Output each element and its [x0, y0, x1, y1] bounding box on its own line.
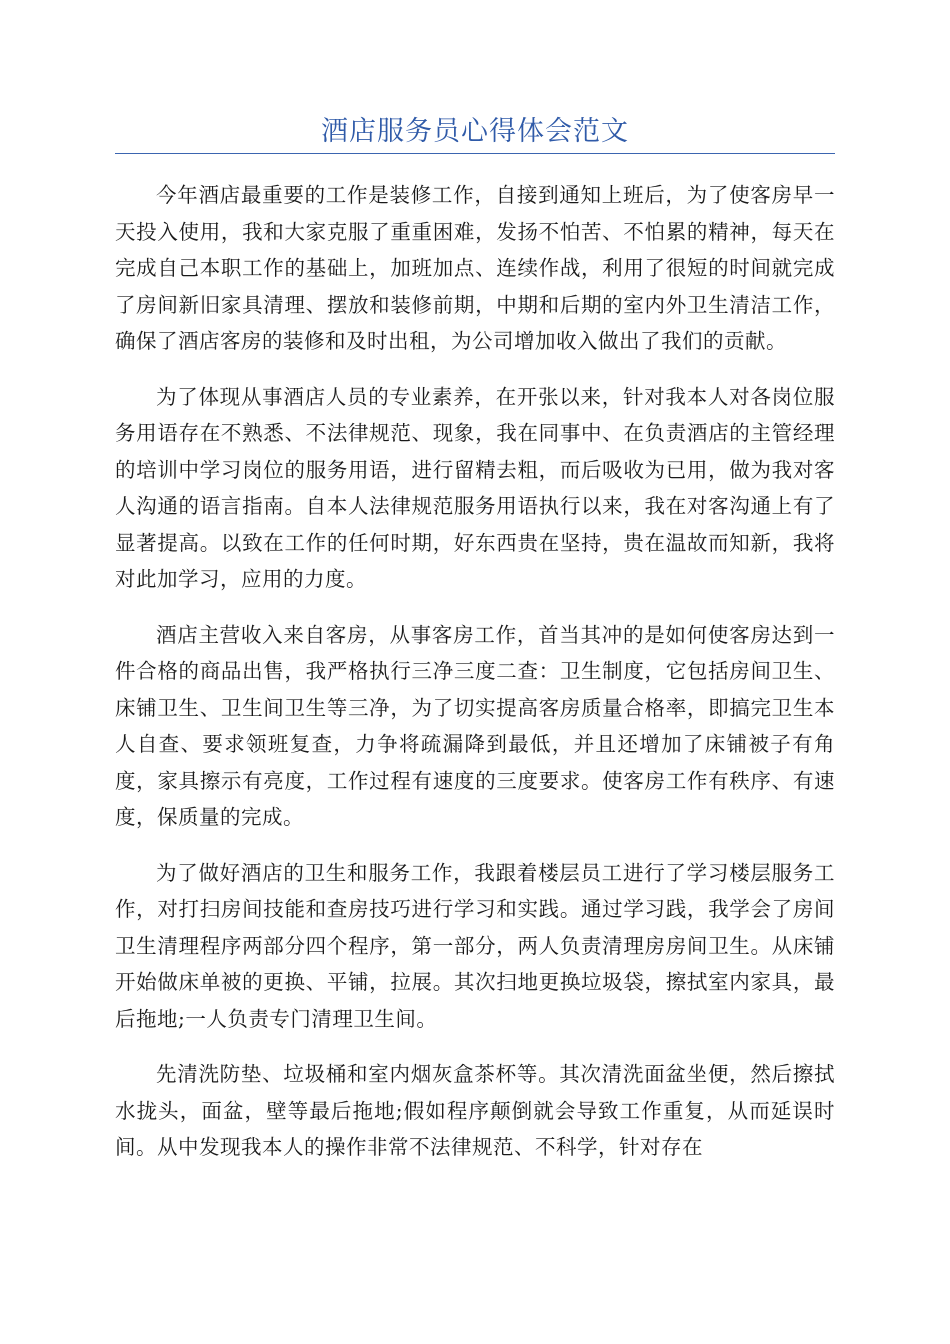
- document-body: [115, 177, 835, 1185]
- paragraph: 为了做好酒店的卫生和服务工作，我跟着楼层员工进行了学习楼层服务工作，对打扫房间技能和查房技巧进行学习和实践。通过学习践，我学会了房间卫生清理程序两部分四个程序，第一部分，两人负责清理房房间卫生。从床铺开始做床单被的更换、平铺，拉展。其次扫地更换垃圾袋，擦拭室内家具，最后拖地;一人负责专门清理卫生间。: [115, 860, 835, 1031]
- paragraph: 先清洗防垫、垃圾桶和室内烟灰盒茶杯等。其次清洗面盆坐便，然后擦拭水拢头，面盆，壁等最后拖地;假如程序颠倒就会导致工作重复，从而延误时间。从中发现我本人的操作非常不法律规范、不科学，针对存在: [115, 1062, 835, 1159]
- paragraph: 酒店主营收入来自客房，从事客房工作，首当其冲的是如何使客房达到一件合格的商品出售，我严格执行三净三度二查：卫生制度，它包括房间卫生、床铺卫生、卫生间卫生等三净，为了切实提高客房质量合格率，即搞完卫生本人自查、要求领班复查，力争将疏漏降到最低，并且还增加了床铺被子有角度，家具擦示有亮度，工作过程有速度的三度要求。使客房工作有秩序、有速度，保质量的完成。: [115, 622, 835, 829]
- paragraph: 为了体现从事酒店人员的专业素养，在开张以来，针对我本人对各岗位服务用语存在不熟悉、不法律规范、现象，我在同事中、在负责酒店的主管经理的培训中学习岗位的服务用语，进行留精去粗，而后吸收为已用，做为我对客人沟通的语言指南。自本人法律规范服务用语执行以来，我在对客沟通上有了显著提高。以致在工作的任何时期，好东西贵在坚持，贵在温故而知新，我将对此加学习，应用的力度。: [115, 384, 835, 591]
- title-underline: [115, 153, 835, 154]
- paragraph: 今年酒店最重要的工作是装修工作，自接到通知上班后，为了使客房早一天投入使用，我和大家克服了重重困难，发扬不怕苦、不怕累的精神，每天在完成自己本职工作的基础上，加班加点、连续作战，利用了很短的时间就完成了房间新旧家具清理、摆放和装修前期，中期和后期的室内外卫生清洁工作，确保了酒店客房的装修和及时出租，为公司增加收入做出了我们的贡献。: [115, 183, 835, 353]
- document-title: 酒店服务员心得体会范文: [321, 116, 629, 147]
